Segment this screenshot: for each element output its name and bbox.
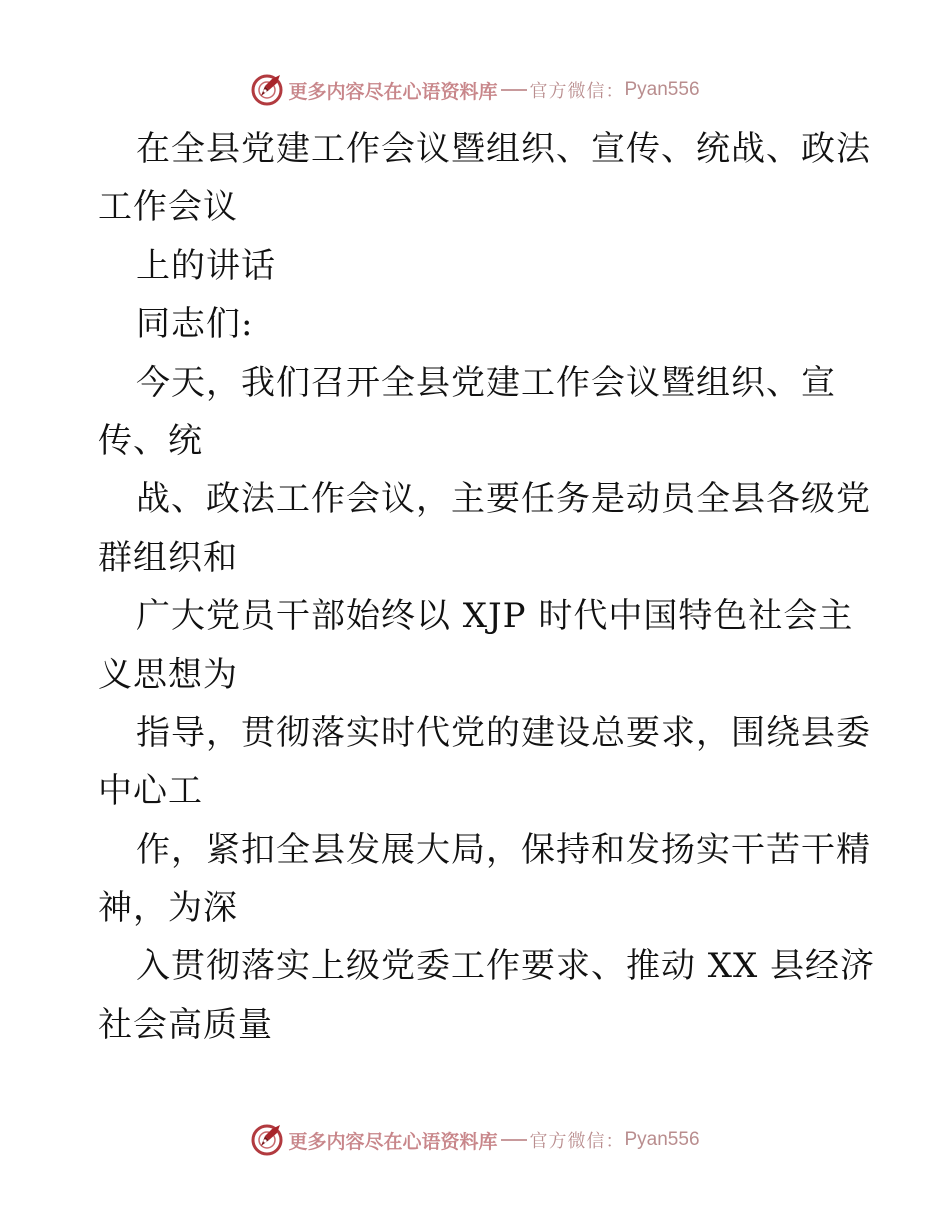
- text-line: 同志们:: [136, 304, 254, 345]
- watermark-brand-text: 更多内容尽在心语资料库: [288, 1130, 498, 1153]
- pen-nib-circle-icon: [250, 1123, 284, 1157]
- text-line: 社会高质量: [98, 1004, 273, 1045]
- footer-watermark: [0, 1120, 950, 1160]
- watermark-official-label: 官方微信：: [529, 1131, 625, 1152]
- text-line: 上的讲话: [136, 245, 276, 286]
- text-line: 战、政法工作会议，主要任务是动员全县各级党: [136, 479, 871, 520]
- text-line: 作，紧扣全县发展大局，保持和发扬实干苦干精: [136, 829, 871, 870]
- watermark-brand-text: 更多内容尽在心语资料库: [288, 80, 498, 103]
- watermark-official-label: 官方微信：: [529, 81, 625, 102]
- text-line: 广大党员干部始终以 XJP 时代中国特色社会主: [136, 596, 854, 637]
- header-watermark: [0, 70, 950, 110]
- text-line: 今天，我们召开全县党建工作会议暨组织、宣: [136, 362, 836, 403]
- text-line: 传、统: [98, 420, 203, 461]
- text-line: 工作会议: [98, 187, 238, 228]
- text-line: 神，为深: [98, 888, 238, 929]
- watermark-dash: [501, 1139, 527, 1141]
- text-line: 入贯彻落实上级党委工作要求、推动 XX 县经济: [136, 946, 876, 987]
- document-body: [98, 120, 876, 1054]
- watermark-dash: [501, 89, 527, 91]
- watermark-wechat-id: Pyan556: [624, 79, 700, 100]
- text-line: 义思想为: [98, 654, 238, 695]
- text-line: 在全县党建工作会议暨组织、宣传、统战、政法: [136, 129, 871, 169]
- text-line: 指导，贯彻落实时代党的建设总要求，围绕县委: [136, 712, 871, 753]
- watermark-wechat-id: Pyan556: [624, 1129, 700, 1150]
- text-line: 中心工: [98, 771, 203, 812]
- text-line: 群组织和: [98, 537, 238, 578]
- pen-nib-circle-icon: [250, 73, 284, 107]
